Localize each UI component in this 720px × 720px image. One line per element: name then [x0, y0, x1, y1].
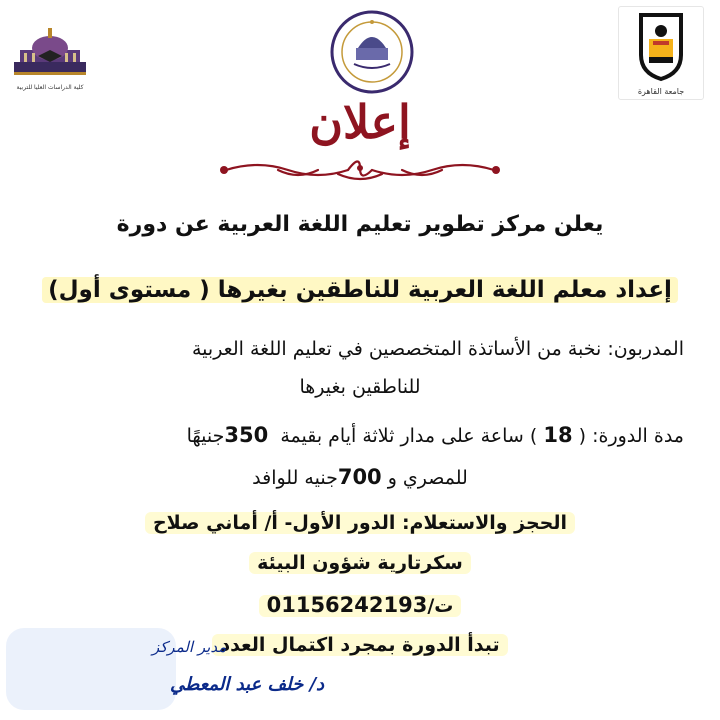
signature-title: مدير المركز [152, 638, 227, 656]
center-logo [326, 8, 418, 96]
duration-hours: 18 [543, 423, 573, 447]
phone-number: 01156242193 [266, 593, 428, 617]
phone-prefix: ت/ [427, 595, 454, 617]
college-logo-caption: كلية الدراسات العليا للتربية [16, 84, 84, 91]
intro-text: يعلن مركز تطوير تعليم اللغة العربية عن دورة [116, 212, 604, 237]
fee-egyptian: 350 [224, 423, 269, 447]
announcement-heading: إعلان [309, 95, 411, 149]
fee-currency: جنيهًا [186, 425, 225, 447]
course-title [30, 272, 690, 308]
start-note-text: تبدأ الدورة بمجرد اكتمال العدد [212, 634, 507, 656]
college-building-icon [8, 22, 92, 80]
duration-middle: ) ساعة على مدار ثلاثة أيام بقيمة [280, 425, 538, 447]
duration-line2-prefix: للمصري و [387, 467, 468, 489]
phone-wrap [259, 595, 462, 617]
secretariat-text: سكرتارية شؤون البيئة [249, 552, 471, 574]
fee-foreign: 700 [337, 465, 382, 489]
trainers-line-2: للناطقين بغيرها [299, 376, 421, 398]
arabic-center-emblem-icon [326, 8, 418, 96]
university-logo [618, 6, 704, 100]
college-logo [8, 22, 92, 92]
trainers-line-1: المدربون: نخبة من الأساتذة المتخصصين في تعليم اللغة العربية [191, 338, 684, 360]
signature-name: د/ خلف عبد المعطي [170, 674, 325, 695]
director-signature [2, 622, 325, 714]
duration-line-1 [54, 420, 684, 451]
duration-line2-suffix: جنيه للوافد [252, 467, 338, 489]
university-shield-icon [619, 7, 703, 83]
signature-stamp-icon [2, 622, 325, 714]
course-title-text: إعداد معلم اللغة العربية للناطقين بغيرها ( مستوى أول) [42, 277, 678, 303]
decorative-divider-icon [218, 150, 502, 186]
duration-prefix: مدة الدورة: ( [578, 425, 684, 447]
university-logo-caption: جامعة القاهرة [637, 87, 685, 96]
duration-line-2 [30, 462, 690, 493]
secretariat-line [30, 548, 690, 578]
booking-line [30, 508, 690, 538]
phone-line [30, 590, 690, 621]
booking-text: الحجز والاستعلام: الدور الأول- أ/ أماني صلاح [145, 512, 575, 534]
